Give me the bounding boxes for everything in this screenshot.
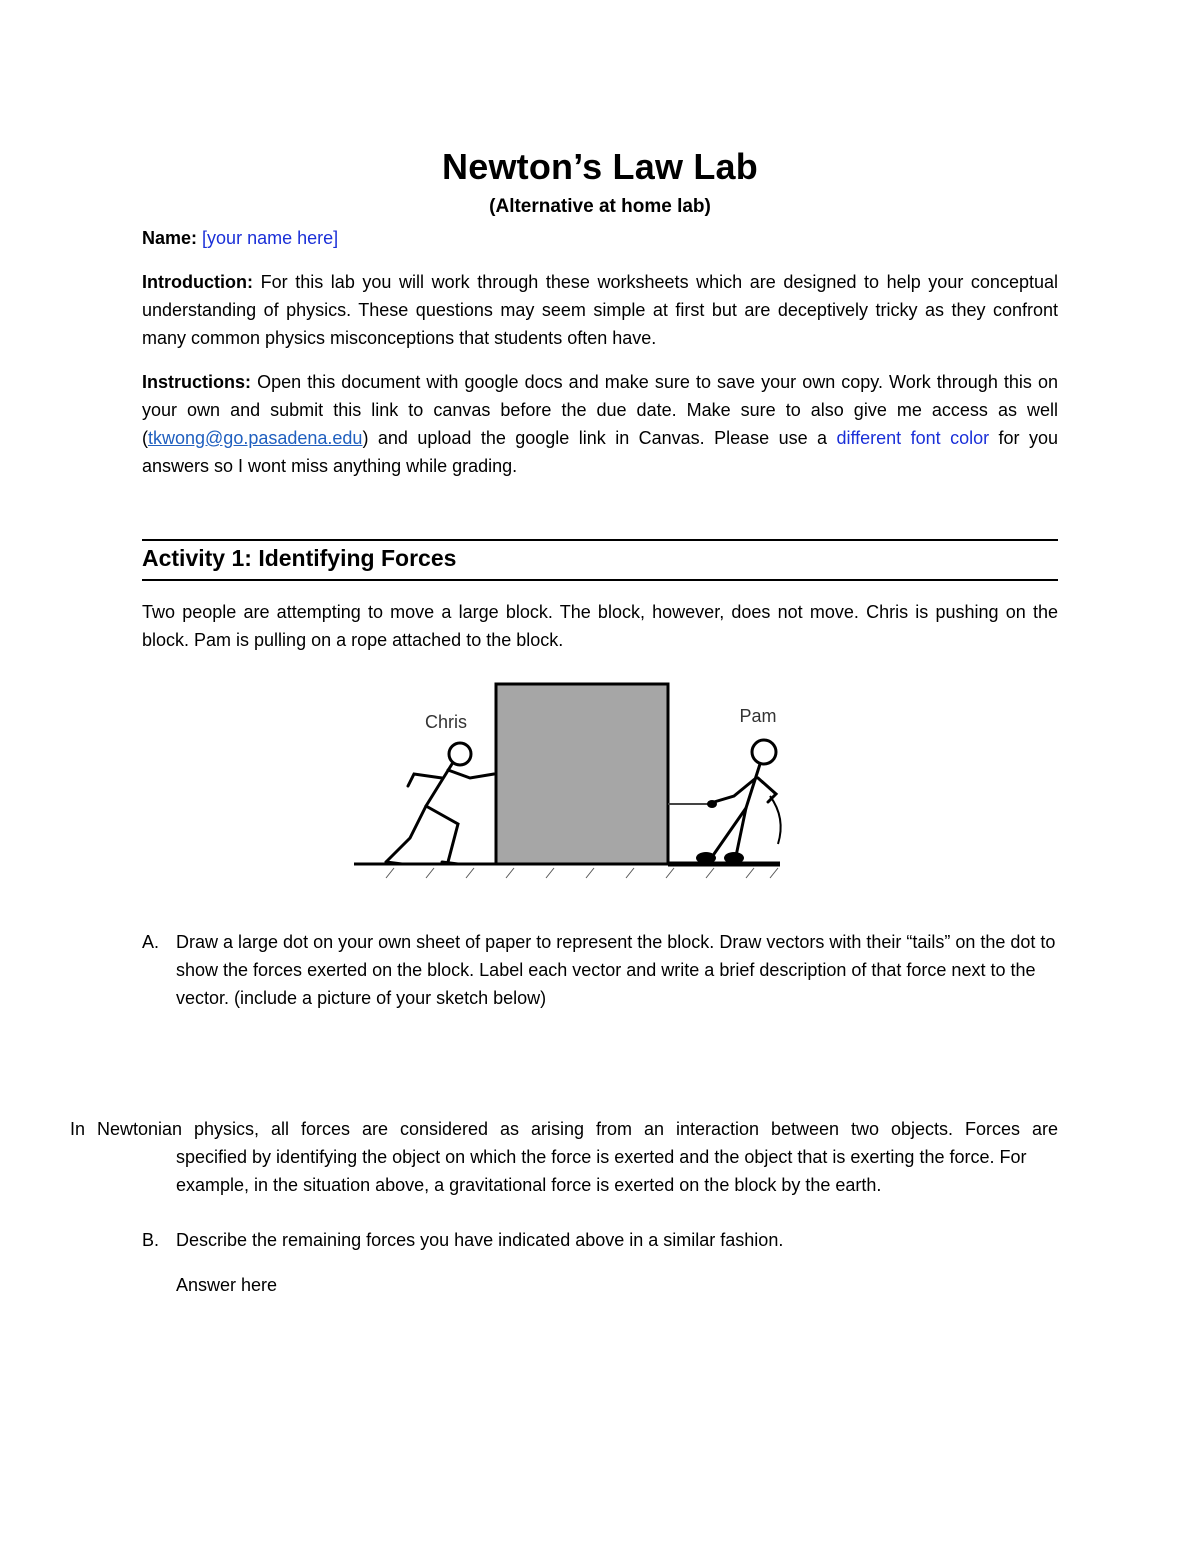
email-link[interactable]: tkwong@go.pasadena.edu <box>148 428 363 448</box>
introduction-paragraph <box>142 268 1058 352</box>
instructions-text-2: ) and upload the google link in Canvas. Please use a <box>362 428 837 448</box>
ground-hatching <box>386 868 778 878</box>
newtonian-rest: specified by identifying the object on which the force is exerted and the object that is exerting the force. For example, in the situation above, a gravitational force is exerted on the block by the earth. <box>176 1147 1027 1195</box>
rope-end <box>770 796 781 844</box>
label-chris: Chris <box>424 712 468 732</box>
pam-foot-right <box>724 852 744 864</box>
pam-foot-left <box>696 852 716 864</box>
scenario-paragraph: Two people are attempting to move a large block. The block, however, does not move. Chris is pushing on the block. Pam is pulling on a rope attached to the block. <box>142 602 1058 650</box>
question-a-text: Draw a large dot on your own sheet of paper to represent the block. Draw vectors with their “tails” on the dot to show the forces exerted on the block. Label each vector and write a brief description of that force next to the vector. (include a picture of your sketch below) <box>176 932 1056 1008</box>
pam-stick-figure <box>714 740 776 856</box>
name-line <box>142 224 1058 252</box>
instructions-highlight: different font color <box>836 428 990 448</box>
page-title: Newton’s Law Lab <box>442 146 758 187</box>
answer-placeholder[interactable]: Answer here <box>176 1275 278 1295</box>
chris-stick-figure <box>386 743 494 864</box>
activity-heading: Activity 1: Identifying Forces <box>142 545 457 571</box>
instructions-label: Instructions: <box>142 372 252 392</box>
forces-figure <box>350 678 790 888</box>
introduction-text: For this lab you will work through these worksheets which are designed to help your conceptual understanding of physics. These questions may seem simple at first but are deceptively tricky as they confront many common physics misconceptions that students often have. <box>142 272 1058 348</box>
newtonian-line-1: In Newtonian physics, all forces are considered as arising from an interaction between two objects. Forces are <box>70 1119 1058 1139</box>
question-a-label: A. <box>142 932 160 952</box>
instructions-text-1: Open this document with google docs and make sure to save your own copy. Work through this on your own and submit this link to canvas before the due date. Make sure to also give me access as well ( <box>142 372 1058 448</box>
newtonian-paragraph <box>70 1115 1058 1199</box>
name-value[interactable]: [your name here] <box>202 228 339 248</box>
instructions-paragraph <box>142 368 1058 480</box>
label-pam: Pam <box>739 706 777 726</box>
pam-hands <box>707 800 717 808</box>
page-subtitle: (Alternative at home lab) <box>489 196 711 217</box>
question-b-label: B. <box>142 1230 160 1250</box>
heading-bottom-rule <box>142 579 1058 581</box>
question-b-text: Describe the remaining forces you have indicated above in a similar fashion. <box>176 1230 784 1250</box>
block <box>496 684 668 864</box>
introduction-label: Introduction: <box>142 272 253 292</box>
name-label: Name: <box>142 228 198 248</box>
heading-top-rule <box>142 539 1058 541</box>
instructions-text-3: for you answers so I wont miss anything while grading. <box>142 428 1058 476</box>
